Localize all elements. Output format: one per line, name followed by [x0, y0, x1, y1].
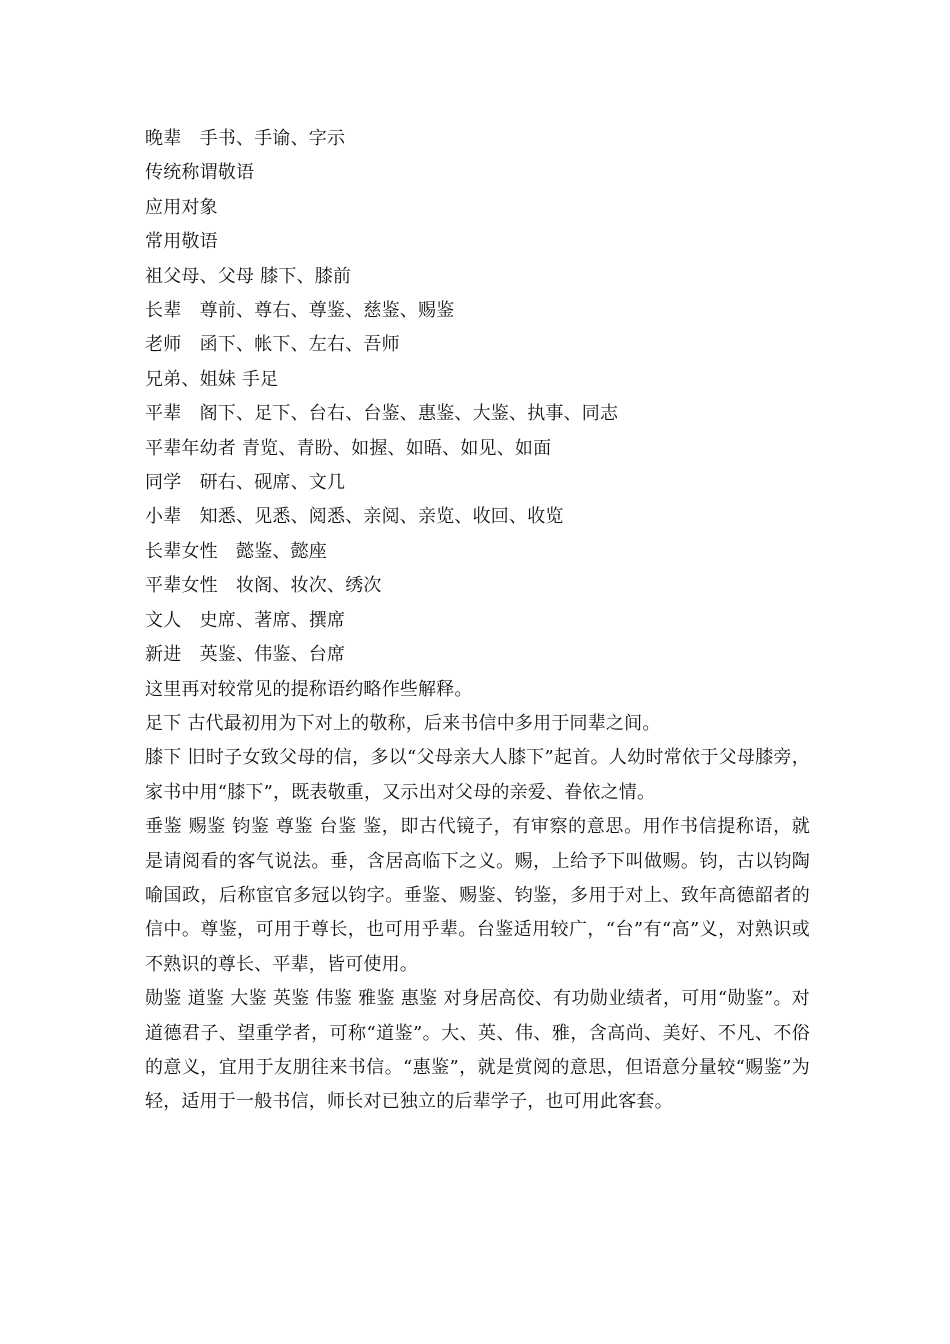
text-line: 平辈 阁下、足下、台右、台鉴、惠鉴、大鉴、执事、同志 — [145, 403, 619, 425]
text-line: 老师 函下、帐下、左右、吾师 — [145, 334, 400, 356]
column-header-target: 应用对象 — [145, 196, 218, 218]
section-heading: 传统称谓敬语 — [145, 162, 255, 184]
explanation-paragraph: 垂鉴 赐鉴 钧鉴 尊鉴 台鉴 鉴，即古代镜子，有审察的意思。用作书信提称语，就是请阅看的客气说法。垂，含居高临下之义。赐，上给予下叫做赐。钧，古以钧陶喻国政，后称宦官多冠以钧字。垂鉴、赐鉴、钧鉴，多用于对上、致年高德韶者的信中。尊鉴，可用于尊长，也可用乎辈。台鉴适用较广，“台”有“高”义，对熟识或不熟识的尊长、平辈，皆可使用。 — [145, 816, 810, 975]
text-line: 长辈女性 懿鉴、懿座 — [145, 540, 327, 562]
text-line: 兄弟、姐妹 手足 — [145, 368, 279, 390]
text-line: 祖父母、父母 膝下、膝前 — [145, 265, 352, 287]
explanation-paragraph: 勋鉴 道鉴 大鉴 英鉴 伟鉴 雅鉴 惠鉴 对身居高佼、有功勋业绩者，可用“勋鉴”。对道德君子、望重学者，可称“道鉴”。大、英、伟、雅，含高尚、美好、不凡、不俗的意义，宜用于友朋往来书信。“惠鉴”，就是赏阅的意思，但语意分量较“赐鉴”为轻，适用于一般书信，师长对已独立的后辈学子，也可用此客套。 — [145, 988, 810, 1113]
text-line: 平辈年幼者 青览、青盼、如握、如晤、如见、如面 — [145, 437, 552, 459]
text-line: 足下 古代最初用为下对上的敬称，后来书信中多用于同辈之间。 — [145, 712, 661, 734]
text-line: 新进 英鉴、伟鉴、台席 — [145, 644, 346, 666]
text-line: 平辈女性 妆阁、妆次、绣次 — [145, 575, 382, 597]
text-line: 文人 史席、著席、撰席 — [145, 609, 346, 631]
text-line: 同学 研右、砚席、文几 — [145, 472, 346, 494]
text-line: 小辈 知悉、见悉、阅悉、亲阅、亲览、收回、收览 — [145, 506, 564, 528]
text-line: 长辈 尊前、尊右、尊鉴、慈鉴、赐鉴 — [145, 300, 455, 322]
explanation-paragraph: 膝下 旧时子女致父母的信，多以“父母亲大人膝下”起首。人幼时常依于父母膝旁，家书中用“膝下”，既表敬重，又示出对父母的亲爱、眷依之情。 — [145, 747, 810, 803]
document-body — [145, 122, 810, 1120]
intro-sentence: 这里再对较常见的提称语约略作些解释。 — [145, 678, 473, 700]
text-line: 晚辈 手书、手谕、字示 — [145, 128, 346, 149]
column-header-phrases: 常用敬语 — [145, 231, 218, 253]
